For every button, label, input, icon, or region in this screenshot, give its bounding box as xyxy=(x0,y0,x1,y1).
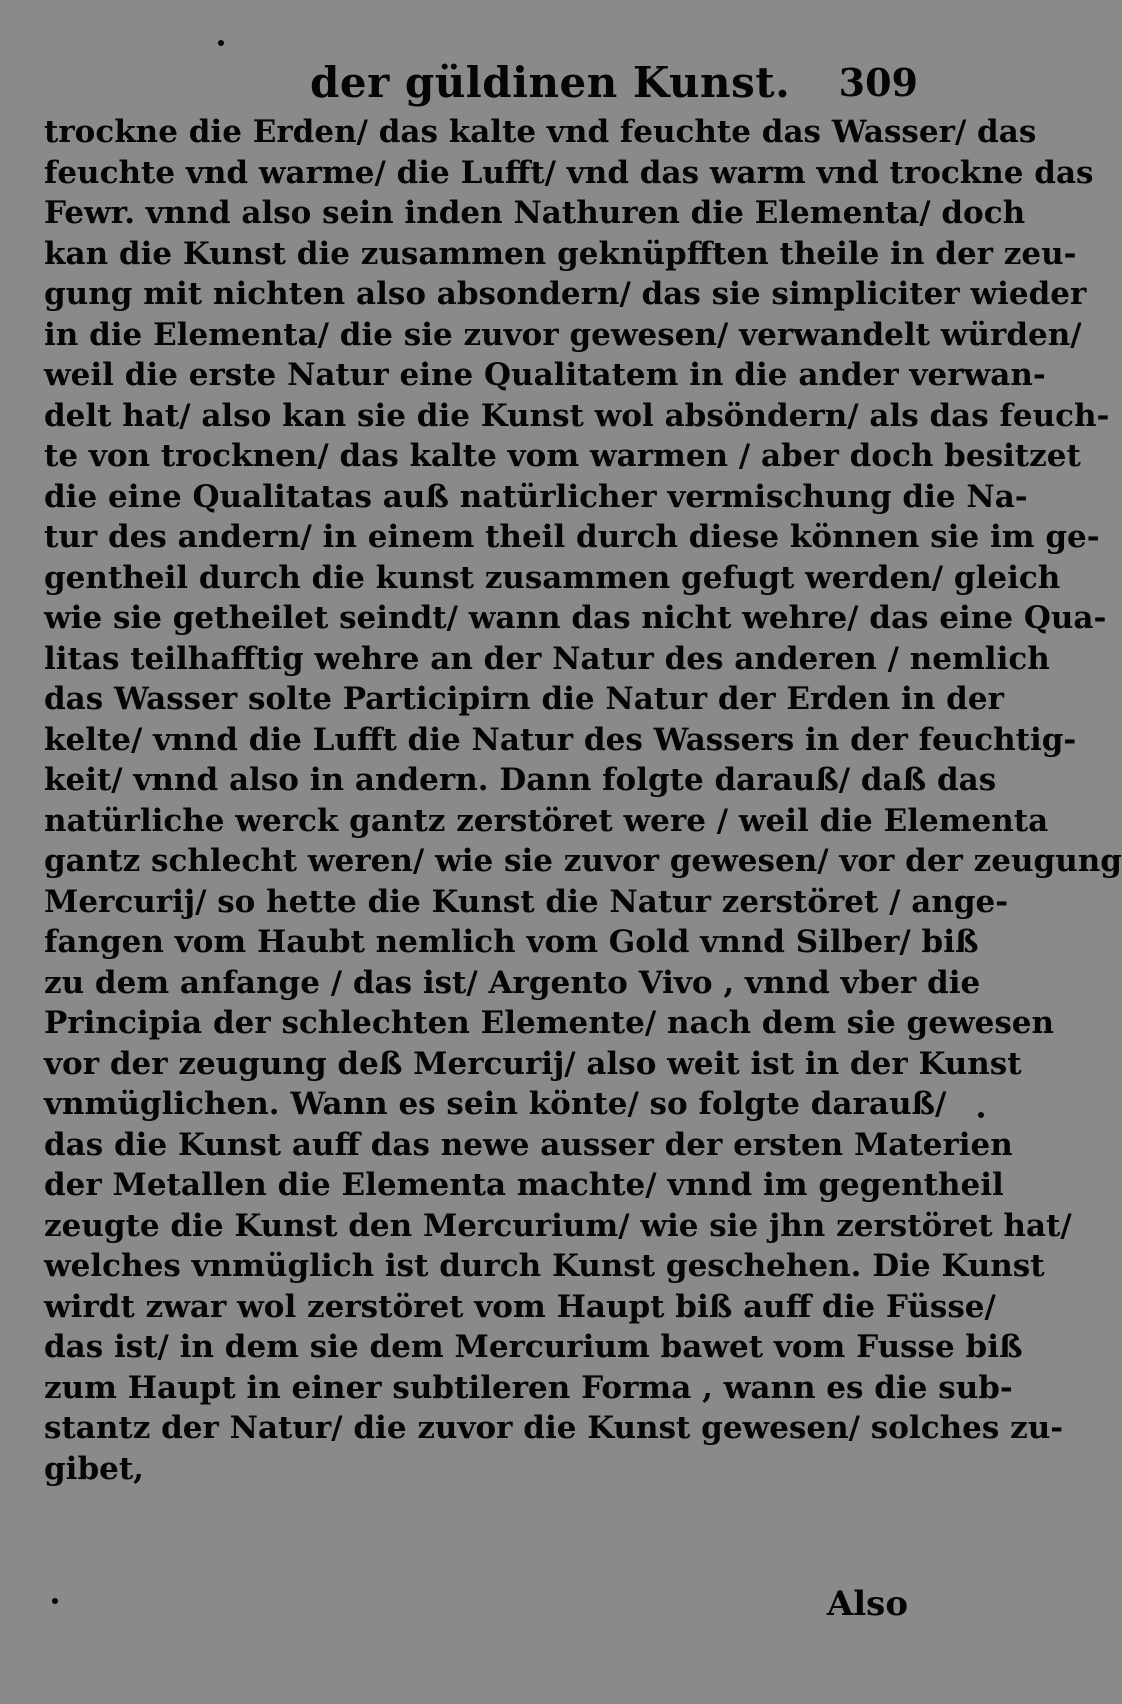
text-line: die eine Qualitatas auß natürlicher vermischung die Na- xyxy=(44,478,1028,515)
running-title: der güldinen Kunst. xyxy=(310,58,791,107)
text-line: das die Kunst auff das newe ausser der ersten Materien xyxy=(44,1126,1013,1163)
text-line: natürliche werck gantz zerstöret were / weil die Elementa xyxy=(44,802,1049,839)
text-line: zeugte die Kunst den Mercurium/ wie sie jhn zerstöret hat/ xyxy=(44,1207,1072,1244)
text-line: kelte/ vnnd die Lufft die Natur des Wassers in der feuchtig- xyxy=(44,721,1077,758)
text-line: welches vnmüglich ist durch Kunst geschehen. Die Kunst xyxy=(44,1248,1045,1284)
catchword: Also xyxy=(826,1584,908,1624)
ink-speck xyxy=(978,1112,984,1118)
text-line: in die Elementa/ die sie zuvor gewesen/ verwandelt würden/ xyxy=(44,316,1082,353)
text-line: gantz schlecht weren/ wie sie zuvor gewesen/ vor der zeugung xyxy=(44,843,1122,879)
text-line: delt hat/ also kan sie die Kunst wol absöndern/ als das feuch- xyxy=(44,397,1110,434)
text-line: der Metallen die Elementa machte/ vnnd im gegentheil xyxy=(44,1167,1004,1203)
text-line: keit/ vnnd also in andern. Dann folgte darauß/ daß das xyxy=(44,762,997,798)
text-line: feuchte vnd warme/ die Lufft/ vnd das warm vnd trockne das xyxy=(44,154,1094,191)
text-line: gibet, xyxy=(44,1450,144,1487)
ink-speck xyxy=(218,40,224,46)
text-line: Fewr. vnnd also sein inden Nathuren die Elementa/ doch xyxy=(44,195,1026,231)
text-line: weil die erste Natur eine Qualitatem in die ander verwan- xyxy=(44,357,1046,393)
text-line: fangen vom Haubt nemlich vom Gold vnnd Silber/ biß xyxy=(44,924,979,960)
text-line: zu dem anfange / das ist/ Argento Vivo , vnnd vber die xyxy=(44,964,981,1001)
text-line: stantz der Natur/ die zuvor die Kunst gewesen/ solches zu- xyxy=(44,1410,1064,1446)
text-line: das ist/ in dem sie dem Mercurium bawet vom Fusse biß xyxy=(44,1329,1023,1365)
text-line: kan die Kunst die zusammen geknüpfften theile in der zeu- xyxy=(44,235,1077,272)
ink-speck xyxy=(52,1598,58,1604)
page-header xyxy=(48,58,918,118)
text-line: gung mit nichten also absondern/ das sie simpliciter wieder xyxy=(44,276,1087,312)
text-line: vor der zeugung deß Mercurij/ also weit ist in der Kunst xyxy=(44,1045,1022,1082)
text-line: gentheil durch die kunst zusammen gefugt werden/ gleich xyxy=(44,559,1061,596)
text-line: wie sie getheilet seindt/ wann das nicht wehre/ das eine Qua- xyxy=(44,600,1107,636)
text-line: wirdt zwar wol zerstöret vom Haupt biß auff die Füsse/ xyxy=(44,1288,996,1325)
text-line: te von trocknen/ das kalte vom warmen / aber doch besitzet xyxy=(44,438,1081,474)
text-line: Mercurij/ so hette die Kunst die Natur zerstöret / ange- xyxy=(44,883,1009,920)
text-line: Principia der schlechten Elemente/ nach dem sie gewesen xyxy=(44,1005,1055,1041)
text-line: zum Haupt in einer subtileren Forma , wann es die sub- xyxy=(44,1369,1013,1406)
page-number: 309 xyxy=(838,60,918,105)
text-line: trockne die Erden/ das kalte vnd feuchte das Wasser/ das xyxy=(44,114,1037,150)
text-line: das Wasser solte Participirn die Natur der Erden in der xyxy=(44,681,1004,717)
body-text xyxy=(44,112,1122,1489)
text-line: litas teilhafftig wehre an der Natur des anderen / nemlich xyxy=(44,640,1050,677)
text-line: vnmüglichen. Wann es sein könte/ so folgte darauß/ xyxy=(44,1086,947,1122)
text-line: tur des andern/ in einem theil durch diese können sie im ge- xyxy=(44,519,1100,555)
